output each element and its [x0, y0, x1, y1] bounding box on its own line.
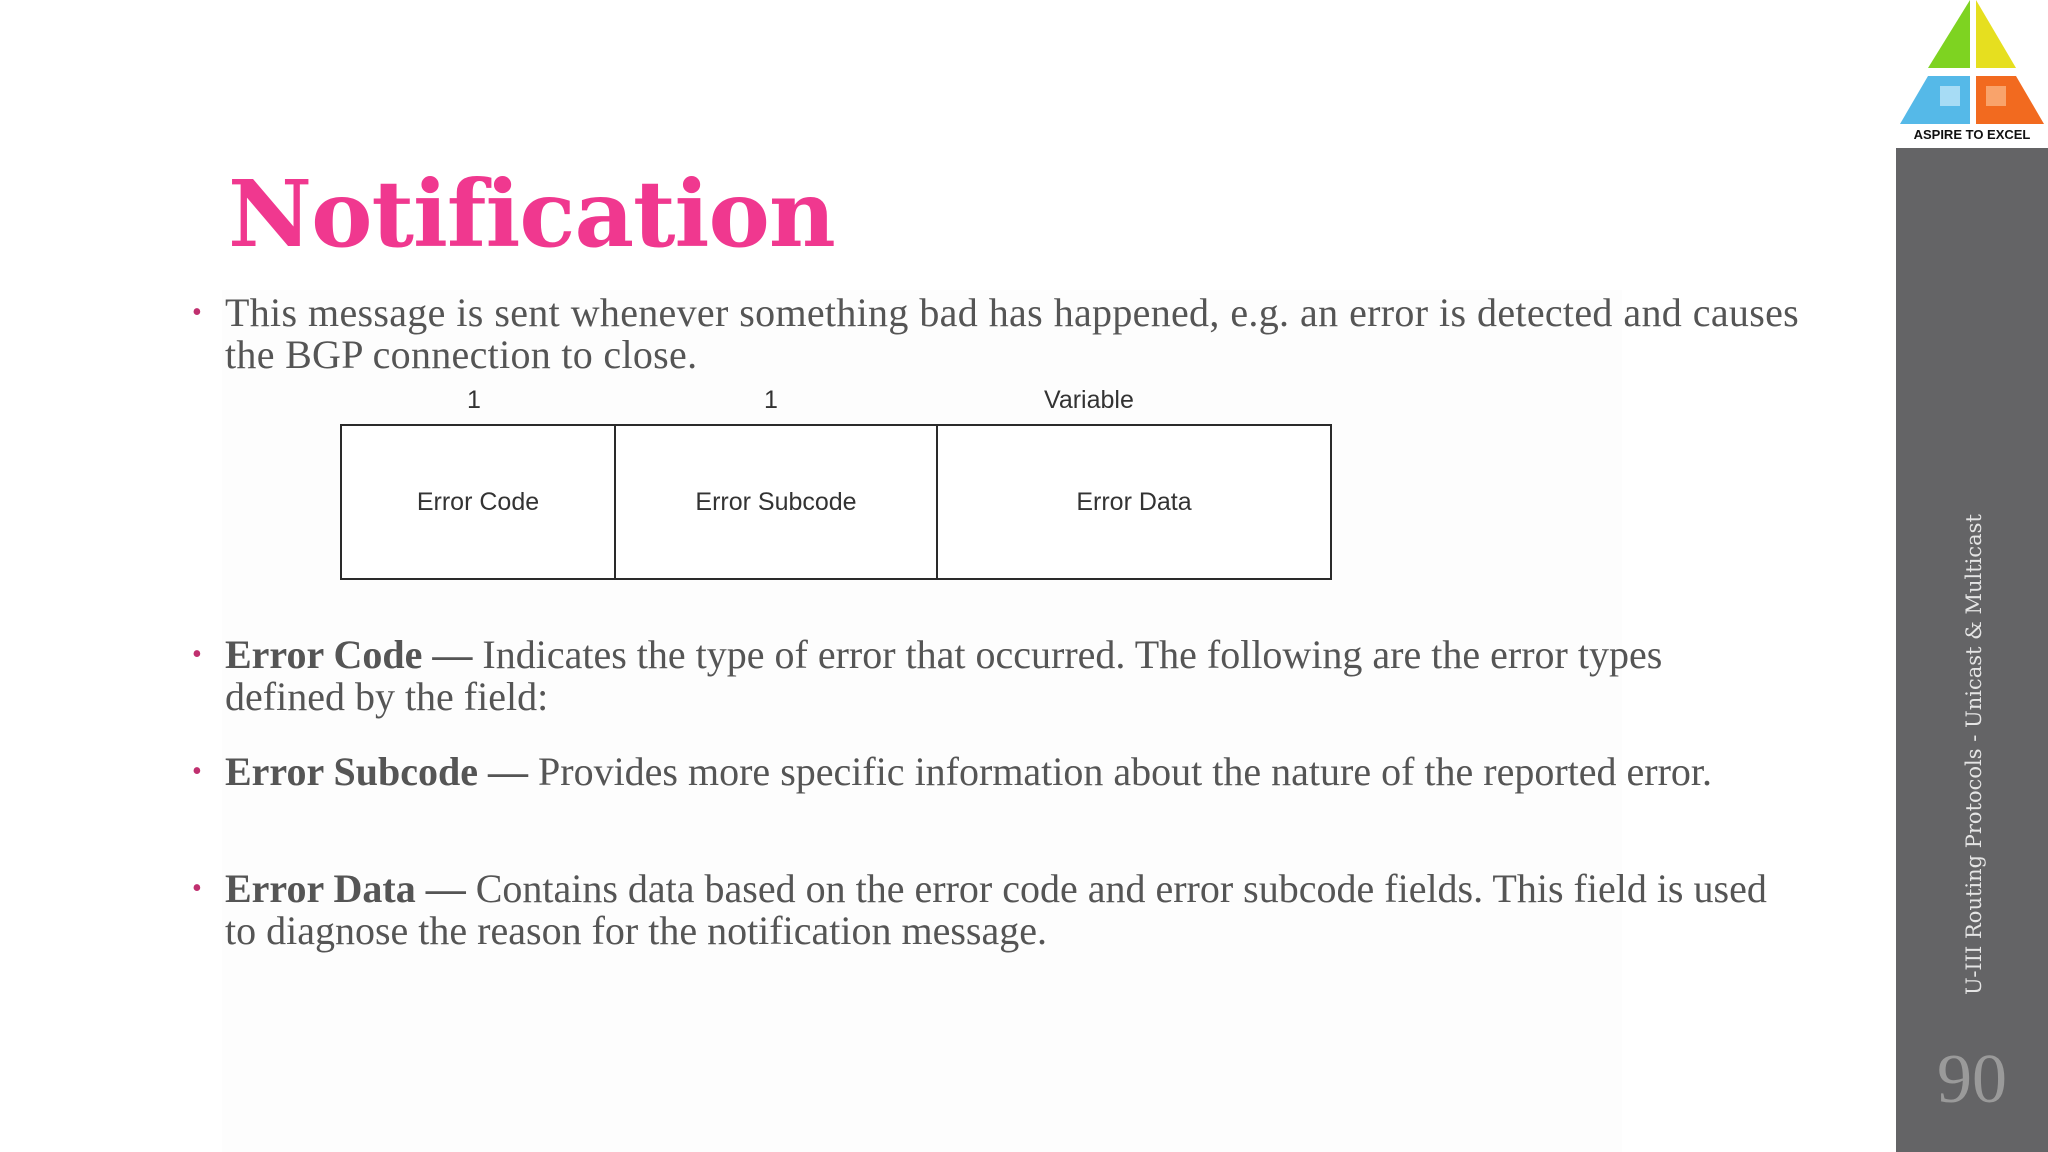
bullet-text [225, 751, 1785, 793]
intro-text: This message is sent whenever something bad has happened, e.g. an error is detected and causes the BGP connection to close. [225, 290, 1799, 377]
logo [1896, 0, 2048, 148]
bullet-description: Contains data based on the error code and error subcode fields. This field is used to diagnose the reason for the notification message. [225, 866, 1767, 953]
bullet-text [225, 868, 1795, 952]
bullet-text [225, 634, 1765, 718]
bullet-description: Indicates the type of error that occurred. The following are the error types defined by the field: [225, 632, 1663, 719]
bullet-separator: — [478, 749, 538, 794]
field-error-subcode: Error Subcode [616, 426, 938, 578]
field-error-data: Error Data [1076, 487, 1192, 516]
notification-format-diagram [340, 380, 1332, 580]
bullet-dot: • [192, 873, 202, 904]
logo-text: ASPIRE TO EXCEL [1898, 127, 2046, 143]
bullet-term: Error Code [225, 632, 423, 677]
bullet-dot: • [192, 297, 202, 328]
field-boxes [340, 424, 1332, 580]
size-label-error-data: Variable [1044, 386, 1134, 414]
slide-title: Notification [228, 160, 835, 268]
bullet-dot: • [192, 639, 202, 670]
bullet-dot: • [192, 756, 202, 787]
bullet-separator: — [415, 866, 476, 911]
page-number: 90 [1937, 1041, 2007, 1118]
size-label-error-subcode: 1 [764, 386, 778, 414]
bullet-term: Error Subcode [225, 749, 478, 794]
bullet-term: Error Data [225, 866, 416, 911]
course-title: U-III Routing Protocols - Unicast & Multicast [1962, 514, 1986, 995]
field-error-code: Error Code [342, 426, 616, 578]
size-label-error-code: 1 [467, 386, 481, 414]
logo-graphic [1896, 0, 2048, 148]
bullet-description: Provides more specific information about the nature of the reported error. [538, 749, 1713, 794]
bullet-separator: — [422, 632, 483, 677]
